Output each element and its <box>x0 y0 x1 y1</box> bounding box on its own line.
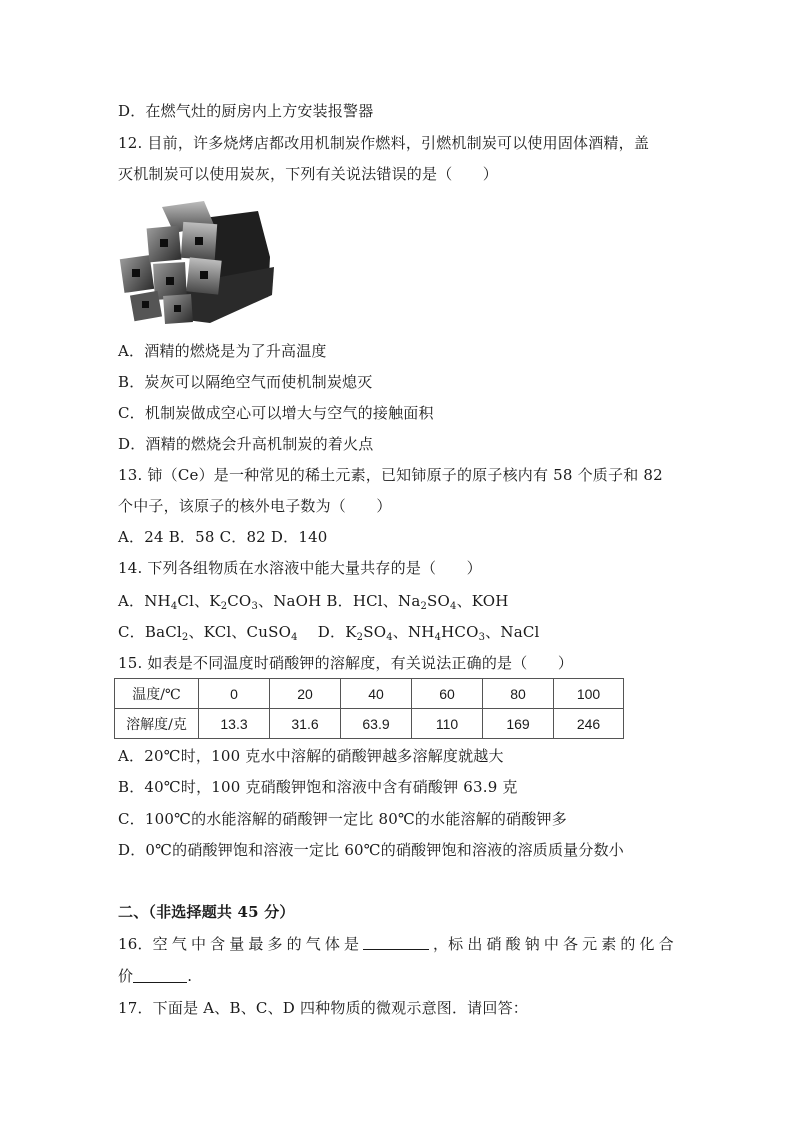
q16-line1: 16．空 气 中 含 量 最 多 的 气 体 是 ，标 出 硝 酸 钠 中 各 元 素 的 化 合 <box>118 935 674 953</box>
q12-option-a: A．酒精的燃烧是为了升高温度 <box>118 342 327 360</box>
table-cell: 63.9 <box>341 709 412 739</box>
table-cell: 20 <box>270 679 341 709</box>
table-cell: 110 <box>412 709 483 739</box>
q15-option-a: A．20℃时，100 克水中溶解的硝酸钾越多溶解度就越大 <box>118 747 504 765</box>
q12-option-c: C．机制炭做成空心可以增大与空气的接触面积 <box>118 404 434 422</box>
q13-stem-line1: 13. 铈（Ce）是一种常见的稀土元素，已知铈原子的原子核内有 58 个质子和 82 <box>118 466 663 484</box>
q13-options: A．24 B．58 C．82 D．140 <box>118 528 328 546</box>
q15-option-b: B．40℃时，100 克硝酸钾饱和溶液中含有硝酸钾 63.9 克 <box>118 778 518 796</box>
q13-stem-line2: 个中子，该原子的核外电子数为（ ） <box>118 497 392 515</box>
q14-stem: 14. 下列各组物质在水溶液中能大量共存的是（ ） <box>118 559 482 577</box>
q12-option-d: D．酒精的燃烧会升高机制炭的着火点 <box>118 435 374 453</box>
table-header-temperature: 温度/℃ <box>115 679 199 709</box>
q17-stem: 17．下面是 A、B、C、D 四种物质的微观示意图．请回答： <box>118 999 528 1017</box>
q15-stem: 15. 如表是不同温度时硝酸钾的溶解度，有关说法正确的是（ ） <box>118 654 574 672</box>
q14-options-ab: A．$NH_4Cl$、$K_2CO_3$、NaOH B．HCl、$Na_2SO_4$、KOH <box>118 592 509 612</box>
table-cell: 13.3 <box>199 709 270 739</box>
q11-option-d: D．在燃气灶的厨房内上方安装报警器 <box>118 102 374 120</box>
table-header-solubility: 溶解度/克 <box>115 709 199 739</box>
q16-answer-blank-2[interactable] <box>133 967 187 983</box>
q16-line2: 价 . <box>118 967 193 985</box>
table-cell: 31.6 <box>270 709 341 739</box>
q12-stem-line2: 灭机制炭可以使用炭灰，下列有关说法错误的是（ ） <box>118 165 499 183</box>
table-cell: 246 <box>554 709 624 739</box>
table-cell: 60 <box>412 679 483 709</box>
table-row-temperature <box>115 679 624 709</box>
table-cell: 0 <box>199 679 270 709</box>
q16-answer-blank-1[interactable] <box>363 934 429 950</box>
table-cell: 100 <box>554 679 624 709</box>
charcoal-briquettes-photo <box>118 197 274 328</box>
section-2-heading: 二、（非选择题共 45 分） <box>118 903 295 921</box>
table-cell: 169 <box>483 709 554 739</box>
table-cell: 80 <box>483 679 554 709</box>
table-cell: 40 <box>341 679 412 709</box>
q12-stem-line1: 12. 目前，许多烧烤店都改用机制炭作燃料，引燃机制炭可以使用固体酒精，盖 <box>118 134 650 152</box>
q15-option-d: D．0℃的硝酸钾饱和溶液一定比 60℃的硝酸钾饱和溶液的溶质质量分数小 <box>118 841 624 859</box>
table-row-solubility <box>115 709 624 739</box>
q15-option-c: C．100℃的水能溶解的硝酸钾一定比 80℃的水能溶解的硝酸钾多 <box>118 810 567 828</box>
q14-options-cd: C．BaCl$_2$、KCl、CuSO$_4$ D．$K_2SO_4$、$NH_4HCO_3$、NaCl <box>118 623 540 643</box>
q12-option-b: B．炭灰可以隔绝空气而使机制炭熄灭 <box>118 373 373 391</box>
solubility-table <box>114 678 624 739</box>
